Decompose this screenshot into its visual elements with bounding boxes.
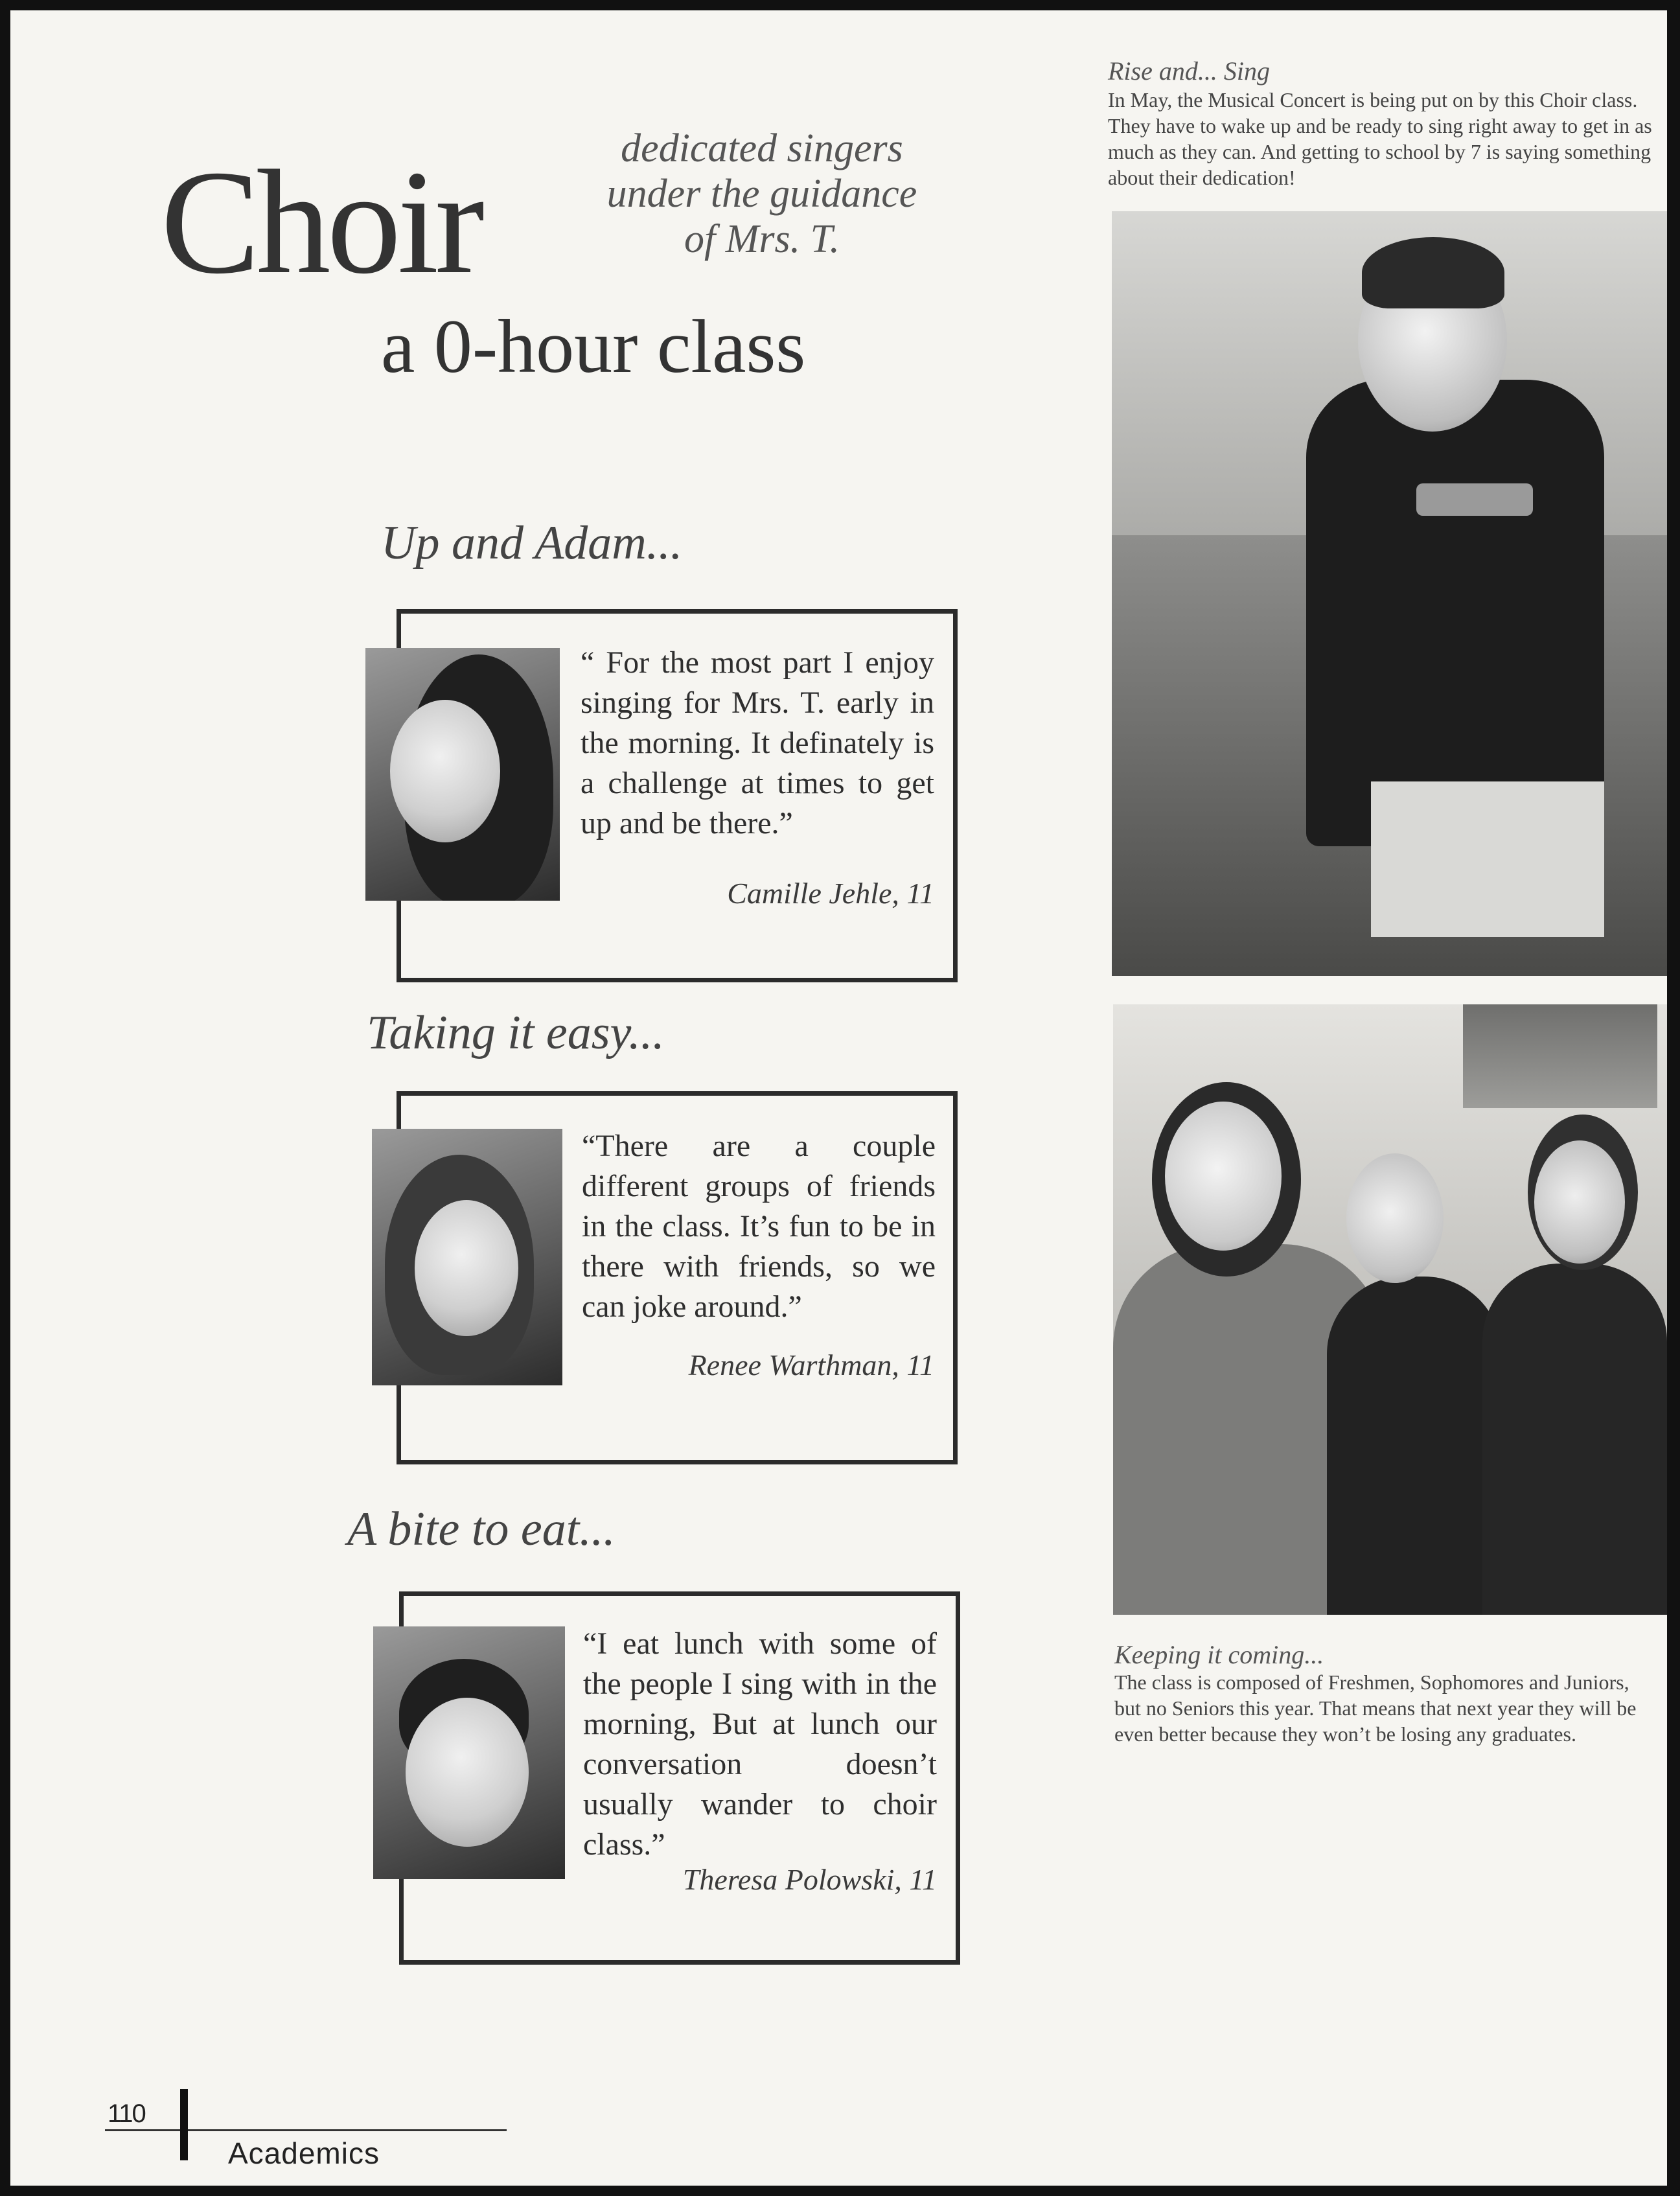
quote-text-1: “ For the most part I enjoy singing for Mrs. T. early in the morning. It definately is a challenge at times to get up and be there.” <box>581 645 934 840</box>
quote-text-3: “I eat lunch with some of the people I sing with in the morning, But at lunch our conversation doesn’t usually wander to choir class.” <box>583 1626 937 1862</box>
classroom-photo <box>1112 211 1667 976</box>
section-heading-2: Taking it easy... <box>367 1006 665 1059</box>
tagline-line-2: under the guidance <box>606 172 917 216</box>
page-number: 110 <box>108 2099 145 2128</box>
students-photo <box>1113 1004 1667 1615</box>
quote-attribution-2: Renee Warthman, 11 <box>688 1348 934 1381</box>
caption-body-2: The class is composed of Freshmen, Sophomores and Juniors, but no Seniors this year. That means that next year they will be even better because they won’t be losing any graduates. <box>1114 1670 1637 1746</box>
yearbook-page <box>10 10 1667 2186</box>
caption-body-1: In May, the Musical Concert is being put on by this Choir class. They have to wake up and be ready to sing right away to get in as much as they can. And getting to school by 7 is saying something about their dedication! <box>1108 88 1652 189</box>
quote-attribution-1: Camille Jehle, 11 <box>727 877 934 910</box>
tagline-line-3: of Mrs. T. <box>684 217 840 261</box>
quote-text-2: “There are a couple different groups of friends in the class. It’s fun to be in there with friends, so we can joke around.” <box>582 1129 936 1324</box>
folio-rule <box>105 2129 507 2131</box>
portrait-photo-3 <box>373 1626 565 1879</box>
portrait-photo-2 <box>372 1129 562 1385</box>
section-name: Academics <box>228 2136 380 2170</box>
caption-title-1: Rise and... Sing <box>1108 56 1270 86</box>
section-heading-3: A bite to eat... <box>347 1503 616 1556</box>
caption-title-2: Keeping it coming... <box>1114 1640 1324 1669</box>
folio-bar <box>180 2089 188 2160</box>
section-heading-1: Up and Adam... <box>381 516 683 570</box>
page-subtitle: a 0-hour class <box>381 304 806 389</box>
portrait-photo-1 <box>365 648 560 901</box>
tagline-line-1: dedicated singers <box>621 126 903 170</box>
quote-attribution-3: Theresa Polowski, 11 <box>682 1863 937 1896</box>
page-title: Choir <box>161 139 481 305</box>
tagline <box>593 126 930 262</box>
